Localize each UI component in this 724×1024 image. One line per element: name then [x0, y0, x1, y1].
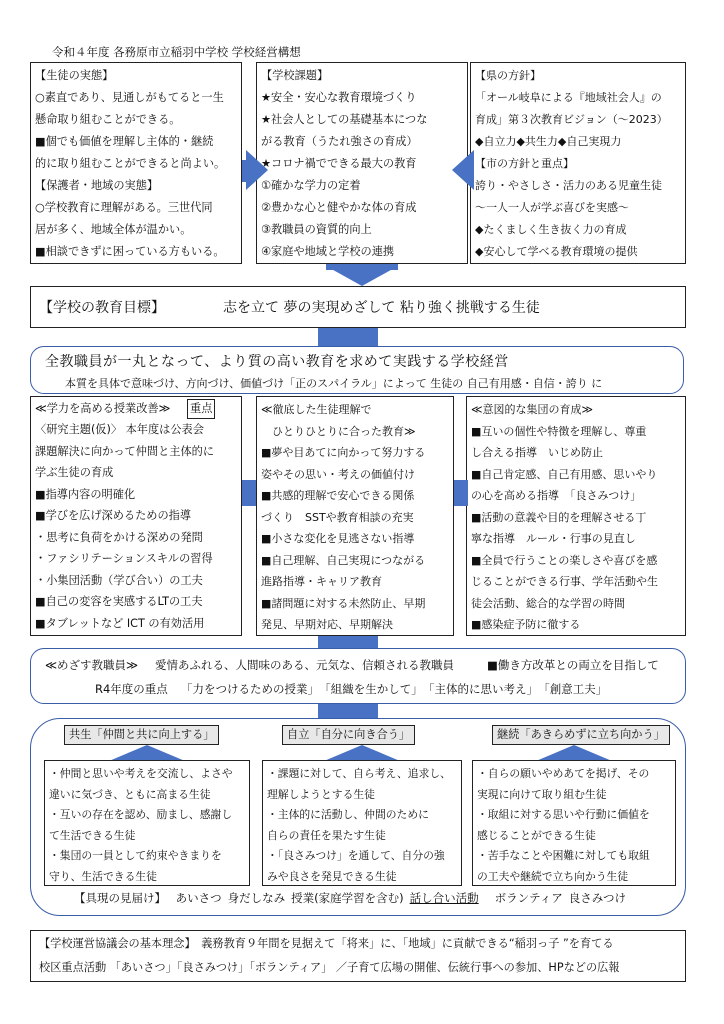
priority-label: R4年度の重点 — [95, 682, 168, 696]
council-line2: 校区重点活動 「あいさつ」「良さみつけ」「ボランティア」 ／子育て広場の開催、伝統行事への参加、HPなどの広報 — [39, 961, 620, 974]
academic-line: 課題解決に向かって仲間と主体的に — [35, 444, 215, 458]
group-development-line: 寧な指導 ルール・行事の見直し — [471, 532, 636, 545]
student-status-line: ■個でも価値を理解し主体的・継続 — [35, 135, 214, 148]
priority-items — [181, 681, 613, 697]
group-development-line: ■活動の意義や目的を理解させる丁 — [471, 510, 647, 524]
student-understanding-box — [256, 396, 454, 636]
management-sub: 本質を具体で意味づけ、方向づけ、価値づけ「正のスパイラル」によって 生徒の 自己有用感・自信・誇り に — [65, 377, 603, 390]
pillar-line: 理解しようとする生徒 — [267, 787, 375, 801]
council-box — [30, 930, 686, 982]
priority-item: 「創意工夫」 — [544, 682, 608, 696]
group-development-line: し合える指導 いじめ防止 — [471, 446, 603, 459]
pillar-line: ・仲間と思いや考えを交流し、よさや — [49, 767, 233, 780]
staff-label: ≪めざす教職員≫ — [45, 658, 139, 672]
right-arrow-icon — [246, 150, 268, 190]
academic-line: ■指導内容の明確化 — [35, 487, 136, 501]
pillar-line: ・取組に対する思いや行動に価値を — [477, 808, 650, 821]
policy-line: ◆安心して学べる教育環境の提供 — [475, 245, 638, 258]
pillar-line: ・自らの願いやめあてを掲げ、その — [477, 767, 650, 780]
realization-item: 話し合い活動 — [409, 891, 479, 905]
student-understanding-line: 発見、早期対応、早期解決 — [261, 618, 393, 631]
student-understanding-line: ■共感的理解で安心できる関係 — [261, 489, 415, 502]
pillar-line: ・主体的に活動し、仲間のために — [267, 808, 429, 821]
priority-item: 「組織を生かして」 — [325, 682, 423, 696]
connector-col2 — [454, 480, 468, 506]
staff-text: 愛情あふれる、人間味のある、元気な、信頼される教職員 — [155, 658, 454, 672]
school-issue-line: 【学校課題】 — [261, 69, 329, 82]
student-status-line: ○素直であり、見通しがもてると一生 — [35, 91, 224, 104]
priority-item: 「主体的に思い考え」 — [428, 682, 538, 696]
pillar-box — [472, 760, 676, 886]
pillar-line: ・互いの存在を認め、励まし、感謝し — [49, 808, 233, 821]
group-development-line: ≪意図的な集団の育成≫ — [471, 403, 594, 416]
group-development-line: の心を高める指導 「良さみつけ」 — [471, 489, 642, 502]
student-understanding-line: ■小さな変化を見逃さない指導 — [261, 532, 415, 545]
page-title: 令和４年度 各務原市立稲羽中学校 学校経営構想 — [52, 45, 301, 59]
connector-3 — [318, 704, 378, 718]
realization-line — [74, 890, 626, 906]
education-goal-box — [30, 286, 686, 328]
realization-item: 良さみつけ — [568, 891, 627, 905]
pillar-line: 違いに気づき、ともに高まる生徒 — [49, 787, 211, 801]
pillar-roof-icon — [109, 745, 185, 761]
academic-line: ■自己の変容を実感するLTの工夫 — [35, 595, 203, 608]
management-box — [30, 346, 684, 394]
pillar-line: て生活できる生徒 — [49, 828, 136, 842]
academic-line: ・小集団活動（学び合い）の工夫 — [35, 573, 203, 587]
left-arrow-icon — [452, 150, 474, 190]
priority-item: 「力をつけるための授業」 — [181, 682, 319, 696]
pillar-line: 実現に向けて取り組む生徒 — [477, 787, 607, 801]
academic-box — [30, 396, 242, 636]
pillar-box — [44, 760, 250, 886]
realization-item: あいさつ — [175, 891, 222, 905]
student-status-line: ■相談できずに困っている方もいる。 — [35, 245, 225, 258]
policy-line: 「オール岐阜による『地域社会人』の — [475, 91, 662, 104]
goal-text: 志を立て 夢の実現めざして 粘り強く挑戦する生徒 — [223, 300, 540, 316]
staff-box — [30, 648, 686, 704]
policy-line: 誇り・やさしさ・活力のある児童生徒 — [475, 179, 662, 192]
pillar-tag: 自立「自分に向き合う」 — [282, 725, 415, 745]
policy-box — [470, 62, 686, 264]
pillar-line: 感じることができる生徒 — [477, 828, 596, 842]
pillar-tag: 共生「仲間と共に向上する」 — [64, 725, 219, 745]
pillar-roof-icon — [536, 745, 612, 761]
group-development-line: ■自己肯定感、自己有用感、思いやり — [471, 467, 658, 481]
priority-badge: 重点 — [187, 399, 215, 419]
pillar-line: ・集団の一員として約束やきまりを — [49, 849, 222, 862]
school-issues-box — [256, 62, 468, 264]
pillar-line: ・「良さみつけ」を通して、自分の強 — [267, 849, 445, 862]
student-status-line: 【保護者・地域の実態】 — [35, 179, 159, 192]
student-understanding-line: 進路指導・キャリア教育 — [261, 575, 382, 588]
policy-line: 育成」第３次教育ビジョン（～2023） — [475, 113, 668, 126]
realization-item: 身だしなみ — [227, 891, 286, 905]
pillar-line: 自らの責任を果たす生徒 — [267, 828, 386, 842]
policy-line: ～一人一人が学ぶ喜びを実感～ — [475, 201, 629, 214]
pillar-line: ・課題に対して、自ら考え、追求し、 — [267, 767, 451, 780]
school-issue-line: ①確かな学力の定着 — [261, 179, 361, 192]
school-issue-line: ④家庭や地域と学校の連携 — [261, 245, 395, 258]
school-issue-line: ②豊かな心と健やかな体の育成 — [261, 201, 417, 214]
realization-item: ボランティア — [494, 891, 563, 905]
group-development-line: ■互いの個性や特徴を理解し、尊重 — [471, 424, 647, 438]
goal-label: 【学校の教育目標】 — [39, 300, 165, 316]
student-status-line: 【生徒の実態】 — [35, 69, 114, 82]
school-issue-line: がる教育（うたれ強さの育成） — [261, 135, 418, 148]
pillar-roof-icon — [324, 745, 400, 761]
col1-title: ≪学力を高める授業改善≫ — [35, 402, 171, 415]
school-issue-line: ③教職員の資質的向上 — [261, 223, 372, 236]
group-development-line: ■感染症予防に徹する — [471, 618, 581, 631]
policy-line: 【県の方針】 — [475, 69, 541, 82]
academic-line: ・ファシリテーションスキルの習得 — [35, 552, 213, 565]
student-understanding-line: ≪徹底した生徒理解で — [261, 403, 372, 416]
policy-line: ◆自立力◆共生力◆自己実現力 — [475, 135, 622, 148]
academic-line: ■タブレットなど ICT の有効活用 — [35, 616, 205, 630]
school-issue-line: ★社会人としての基礎基本につな — [261, 113, 428, 126]
down-arrow-icon — [326, 266, 398, 286]
policy-line: ◆たくましく生き抜く力の育成 — [475, 223, 627, 236]
group-development-line: ■全員で行うことの楽しさや喜びを感 — [471, 553, 658, 567]
academic-line: ・思考に負荷をかける深めの発問 — [35, 530, 203, 544]
student-status-line: ○学校教育に理解がある。三世代同 — [35, 201, 213, 214]
pillar-tag: 継続「あきらめずに立ち向かう」 — [492, 725, 670, 745]
academic-line: 〈研究主題(仮)〉 本年度は公表会 — [35, 423, 204, 436]
council-line1: 【学校運営協議会の基本理念】 義務教育９年間を見据えて「将来」に、「地域」に貢献できる“稲羽っ子 ”を育てる — [39, 937, 614, 950]
management-title: 全教職員が一丸となって、より質の高い教育を求めて実践する学校経営 — [45, 354, 509, 370]
pillar-line: 守り、生活できる生徒 — [49, 869, 157, 883]
student-status-line: 的に取り組むことができると尚よい。 — [35, 157, 226, 170]
realization-item: 授業(家庭学習を含む) — [291, 891, 404, 905]
student-understanding-line: ■自己理解、自己実現につながる — [261, 553, 426, 567]
pillar-line: ・苦手なことや困難に対しても取組 — [477, 849, 650, 862]
realization-label: 【具現の見届け】 — [74, 891, 166, 905]
group-development-line: 徒会活動、総合的な学習の時間 — [471, 596, 625, 610]
student-understanding-line: ひとりひとりに合った教育≫ — [261, 424, 416, 438]
work-reform-text: ■働き方改革との両立を目指して — [487, 658, 659, 672]
student-understanding-line: ■夢や目あてに向かって努力する — [261, 446, 426, 459]
pillar-line: みや良さを発見できる生徒 — [267, 869, 397, 883]
connector-col1 — [242, 480, 256, 506]
pillar-line: の工夫や継続で立ち向かう生徒 — [477, 869, 629, 883]
connector-1 — [318, 328, 378, 348]
student-status-line: 懸命取り組むことができる。 — [35, 113, 181, 126]
school-issue-line: ★安全・安心な教育環境づくり — [261, 91, 417, 104]
student-understanding-line: づくり SSTや教育相談の充実 — [261, 510, 414, 524]
student-status-line: 居が多く、地域全体が温かい。 — [35, 223, 192, 236]
pillar-box — [262, 760, 462, 886]
student-status-box — [30, 62, 242, 264]
policy-line: 【市の方針と重点】 — [475, 157, 574, 170]
group-development-box — [466, 396, 686, 636]
group-development-line: じることができる行事、学年活動や生 — [471, 575, 658, 588]
student-understanding-line: ■諸問題に対する未然防止、早期 — [261, 596, 426, 610]
academic-line: 学ぶ生徒の育成 — [35, 466, 114, 479]
academic-line: ■学びを広げ深めるための指導 — [35, 509, 192, 522]
student-understanding-line: 姿やその思い・考えの価値付け — [261, 467, 415, 481]
school-issue-line: ★コロナ禍でできる最大の教育 — [261, 157, 417, 170]
